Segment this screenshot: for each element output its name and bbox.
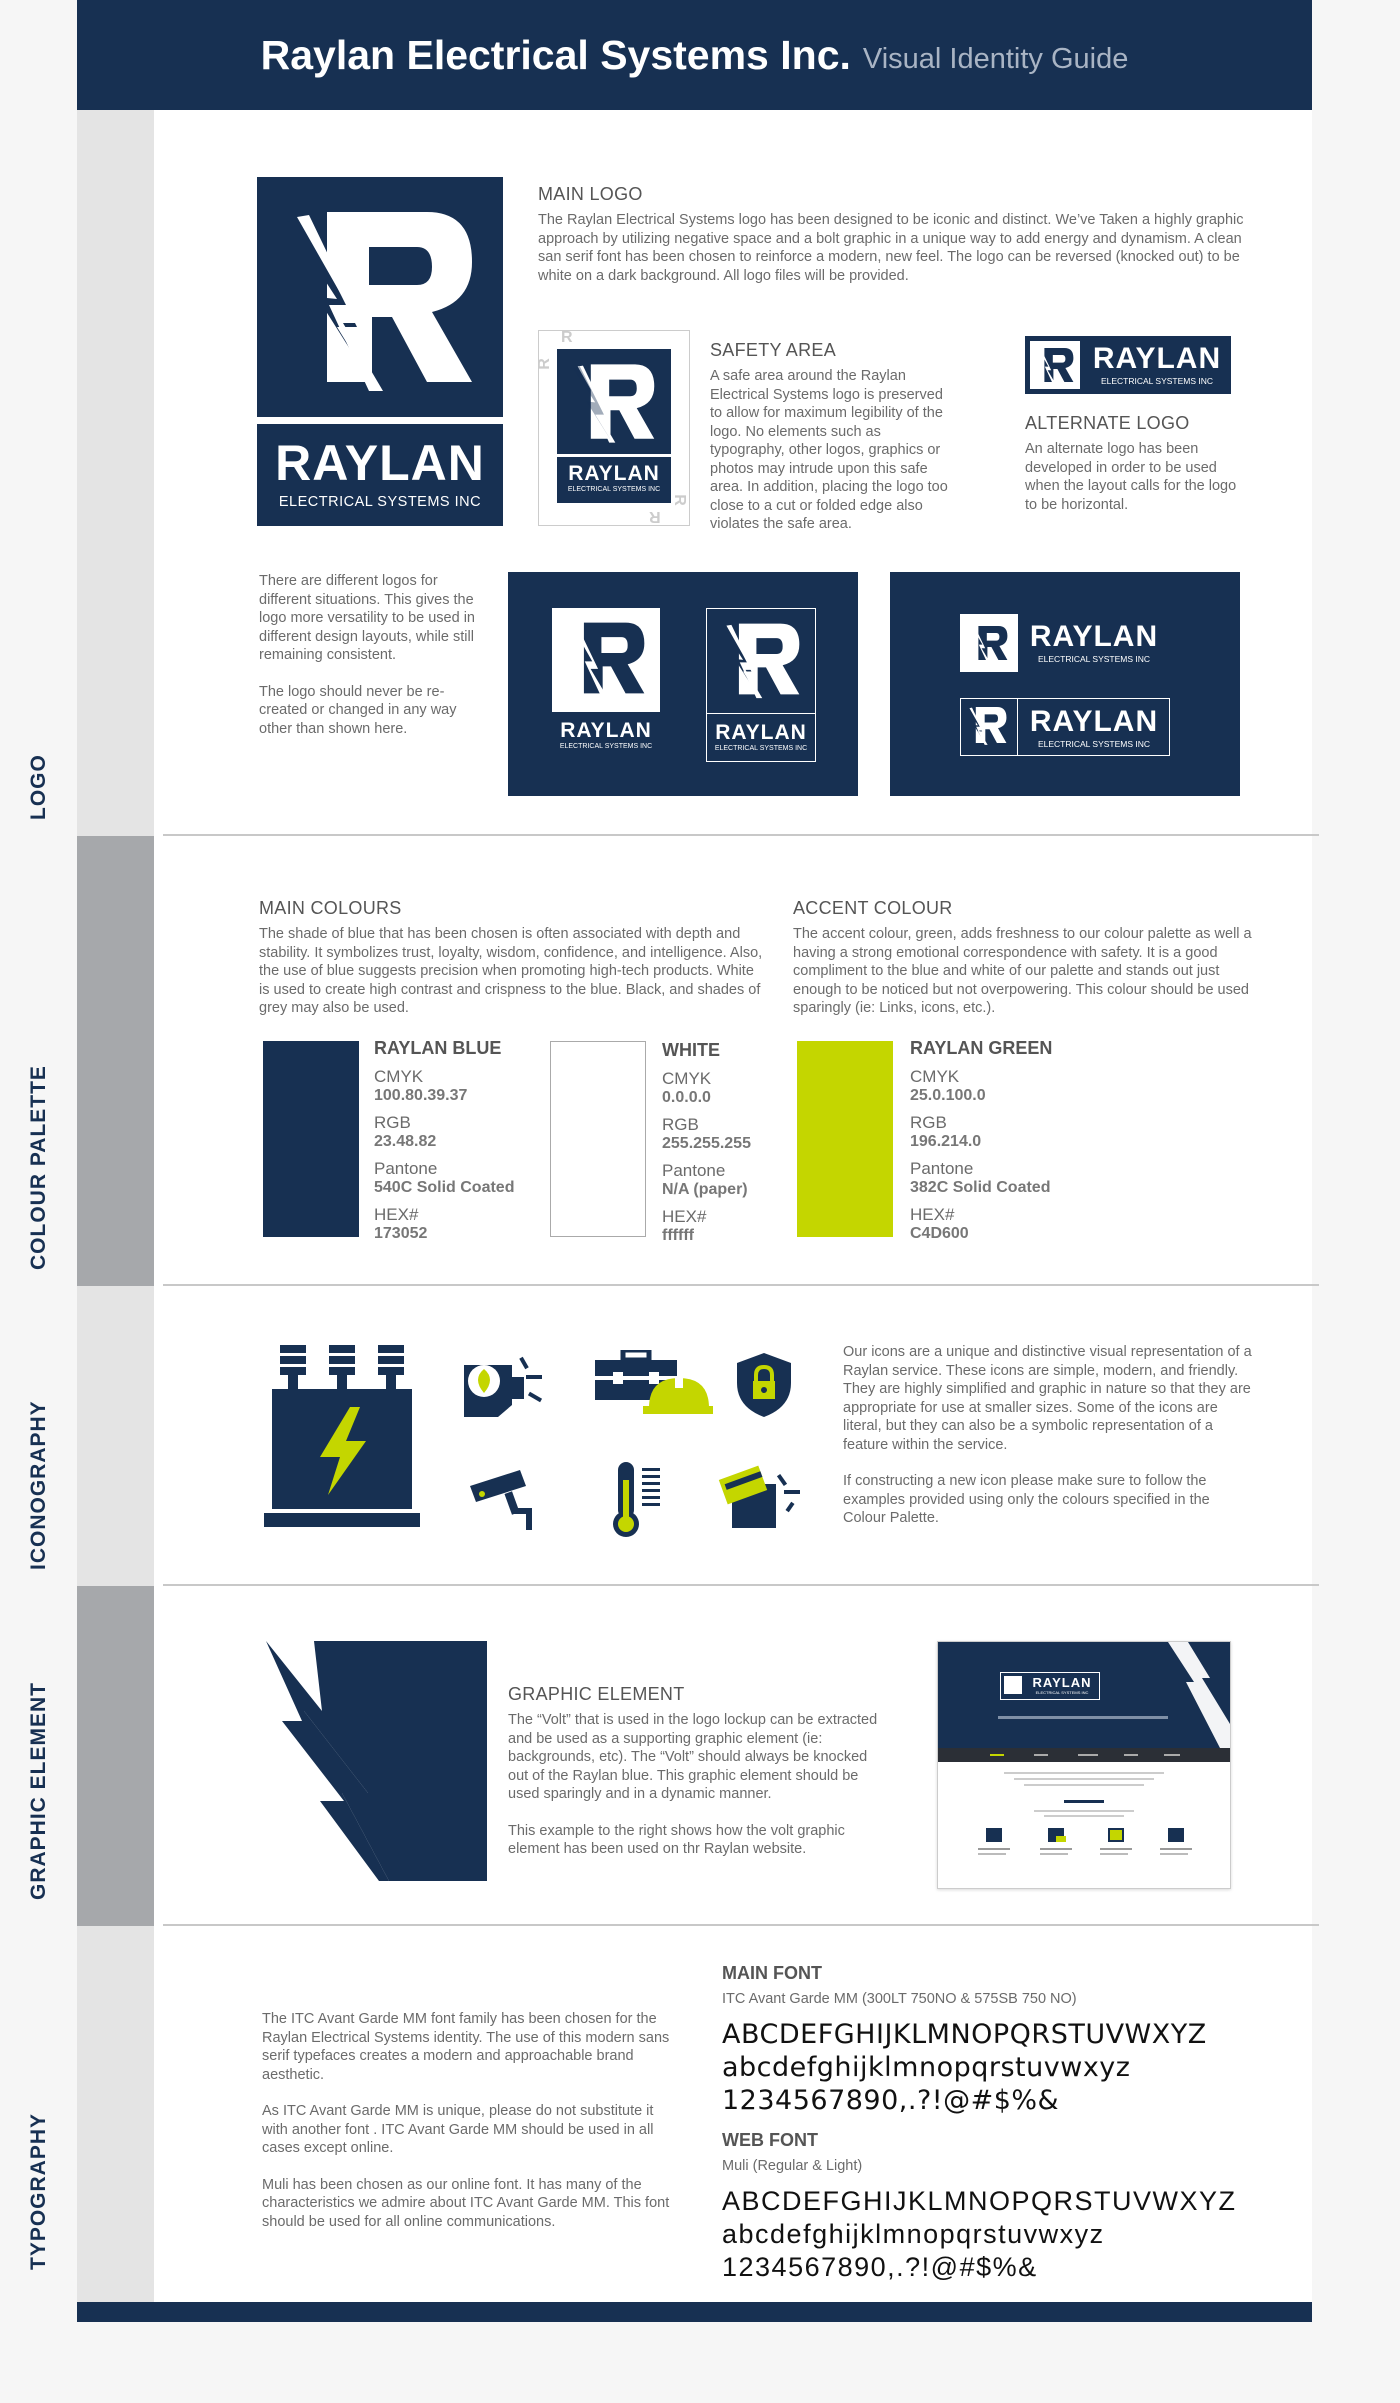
main-font-specimen: MAIN FONT ITC Avant Garde MM (300LT 750NO & 575SB 750 NO) ABCDEFGHIJKLMNOPQRSTUVWXYZ abcdefghijklmnopqrstuvwxyz 1234567890,.?!@#$%& <box>722 1963 1207 2116</box>
safety-area-diagram: R R R R RAYLAN ELECTRICAL SYSTEMS INC <box>538 330 690 526</box>
footer-bar <box>77 2302 1312 2322</box>
security-camera-icon <box>468 1468 544 1530</box>
vertical-logo-variants-panel <box>508 572 858 796</box>
swatch-raylan-blue <box>263 1041 359 1237</box>
alternate-logo-mark <box>1030 341 1080 389</box>
section-label-graphic: GRAPHIC ELEMENT <box>26 1681 50 1900</box>
section-label-typography: TYPOGRAPHY <box>26 2112 50 2270</box>
horizontal-logo-outline: RAYLAN ELECTRICAL SYSTEMS INC <box>960 698 1170 756</box>
graphic-element-copy: GRAPHIC ELEMENT The “Volt” that is used in the logo lockup can be extracted and be used as a supporting graphic element (ie: backgrounds, etc). The “Volt” should always be knocked out of the Raylan blue. This graphic element should be used sparingly and in a dynamic manner. This example to the right shows how the volt graphic element has been used on thr Raylan website. <box>508 1684 878 1857</box>
volt-graphic-icon <box>264 1641 487 1881</box>
website-logo: RAYLAN ELECTRICAL SYSTEMS INC <box>1000 1672 1100 1700</box>
thermometer-icon <box>612 1460 666 1540</box>
plant-meter-icon <box>456 1345 552 1425</box>
section-label-logo: LOGO <box>26 754 50 820</box>
web-font-specimen: WEB FONT Muli (Regular & Light) ABCDEFGHIJKLMNOPQRSTUVWXYZ abcdefghijklmnopqrstuvwxyz 1234567890,.?!@#$%& <box>722 2130 1237 2282</box>
main-logo <box>257 177 503 526</box>
section-label-iconography: ICONOGRAPHY <box>26 1400 50 1570</box>
safety-logo-wordmark: RAYLAN ELECTRICAL SYSTEMS INC <box>557 457 671 503</box>
swatch-info-white: WHITE CMYK 0.0.0.0 RGB 255.255.255 Pantone N/A (paper) HEX# ffffff <box>662 1040 751 1244</box>
section-divider <box>163 1924 1319 1926</box>
swatch-info-green: RAYLAN GREEN CMYK 25.0.100.0 RGB 196.214.0 Pantone 382C Solid Coated HEX# C4D600 <box>910 1038 1053 1242</box>
r-bolt-icon <box>707 609 815 709</box>
security-shield-icon <box>735 1351 793 1419</box>
main-logo-mark <box>257 177 503 417</box>
header-banner <box>77 0 1312 110</box>
r-bolt-icon <box>552 608 660 708</box>
alternate-logo-copy: ALTERNATE LOGO An alternate logo has been developed in order to be used when the layout calls for the logo to be horizontal. <box>1025 413 1237 513</box>
website-hero <box>938 1642 1230 1748</box>
main-logo-copy: MAIN LOGO The Raylan Electrical Systems logo has been designed to be iconic and distinct. We’ve Taken a highly graphic approach by utilizing negative space and a bolt graphic in a unique way to add energy and dynamism. A clean san serif font has been chosen to reinforce a modern, new feel. The logo can be reversed (knocked out) to be white on a dark background. All logo files will be provided. <box>538 184 1244 284</box>
r-bolt-icon <box>1030 341 1080 389</box>
swatch-raylan-green <box>797 1041 893 1237</box>
section-divider <box>163 1584 1319 1586</box>
logo-versions-copy: There are different logos for different situations. This gives the logo more versatility to be used in different design layouts, while still remaining consistent. The logo should never be re-created or changed in any way other than shown here. <box>259 573 475 737</box>
section-tab-logo <box>77 110 154 836</box>
main-colours-copy: MAIN COLOURS The shade of blue that has been chosen is often associated with depth and stability. It symbolizes trust, loyalty, wisdom, confidence, and intelligence. Also, the use of blue suggests precision when promoting high-tech products. White is used to create high contrast and crispness to the blue. Black, and shades of grey may also be used. <box>259 898 763 1016</box>
section-tab-typography <box>77 1926 154 2302</box>
r-bolt-icon <box>257 177 503 417</box>
r-bolt-icon <box>557 349 671 454</box>
logo-variant-knockout: RAYLAN ELECTRICAL SYSTEMS INC <box>552 608 660 760</box>
section-tab-palette <box>77 836 154 1286</box>
website-nav-bar <box>938 1748 1230 1762</box>
logo-variant-outline: RAYLAN ELECTRICAL SYSTEMS INC <box>706 608 816 762</box>
typography-copy: The ITC Avant Garde MM font family has been chosen for the Raylan Electrical Systems identity. The use of this modern sans serif typefaces creates a modern and approachable brand aesthetic. As ITC Avant Garde MM is unique, please do not substitute it with another font . ITC Avant Garde MM should be used in all cases except online. Muli has been chosen as our online font. It has many of the characteristics we admire about ITC Avant Garde MM. This font should be used for all online communications. <box>262 2011 670 2230</box>
transformer-icon <box>262 1345 422 1535</box>
main-logo-wordmark: RAYLAN ELECTRICAL SYSTEMS INC <box>257 424 503 526</box>
swatch-white <box>550 1041 646 1237</box>
company-title: Raylan Electrical Systems Inc. <box>260 31 851 78</box>
r-bolt-icon <box>964 619 1014 667</box>
website-service-icon <box>1168 1828 1184 1842</box>
r-bolt-icon <box>961 699 1013 751</box>
website-example-mockup <box>937 1641 1231 1889</box>
section-divider <box>163 1284 1319 1286</box>
guide-subtitle: Visual Identity Guide <box>862 42 1129 75</box>
section-divider <box>163 834 1319 836</box>
section-label-palette: COLOUR PALETTE <box>26 1065 50 1270</box>
alternate-logo: RAYLAN ELECTRICAL SYSTEMS INC <box>1025 336 1231 394</box>
horizontal-logo-variants-panel <box>890 572 1240 796</box>
iconography-copy: Our icons are a unique and distinctive visual representation of a Raylan service. These icons are simple, modern, and friendly. They are highly simplified and graphic in nature so that they are appropriate for use at smaller sizes. Some of the icons are literal, but they can also be a symbolic representation of a feature within the service. If constructing a new icon please make sure to follow the examples provided using only the colours specified in the Colour Palette. <box>843 1344 1252 1526</box>
website-service-icon <box>986 1828 1002 1842</box>
accent-colour-copy: ACCENT COLOUR The accent colour, green, adds freshness to our colour palette as well a having a strong emotional correspondence with safety. It is a good compliment to the blue and white of our palette and stands out just enough to be noticed but not overpowering. This colour should be used sparingly (ie: Links, icons, etc.). <box>793 898 1252 1016</box>
website-service-icon <box>1108 1828 1124 1842</box>
section-tab-iconography <box>77 1286 154 1586</box>
card-reader-icon <box>718 1462 804 1532</box>
safety-logo-mark <box>557 349 671 454</box>
horizontal-logo-knockout: RAYLAN ELECTRICAL SYSTEMS INC <box>960 614 1170 672</box>
toolbox-hardhat-icon <box>593 1350 713 1416</box>
section-tab-graphic <box>77 1586 154 1926</box>
safety-area-copy: SAFETY AREA A safe area around the Raylan Electrical Systems logo is preserved to allow for maximum legibility of the logo. No elements such as typography, other logos, graphics or photos may intrude upon this safe area. In addition, placing the logo too close to a cut or folded edge also violates the safe area. <box>710 340 948 532</box>
swatch-info-blue: RAYLAN BLUE CMYK 100.80.39.37 RGB 23.48.82 Pantone 540C Solid Coated HEX# 173052 <box>374 1038 515 1242</box>
